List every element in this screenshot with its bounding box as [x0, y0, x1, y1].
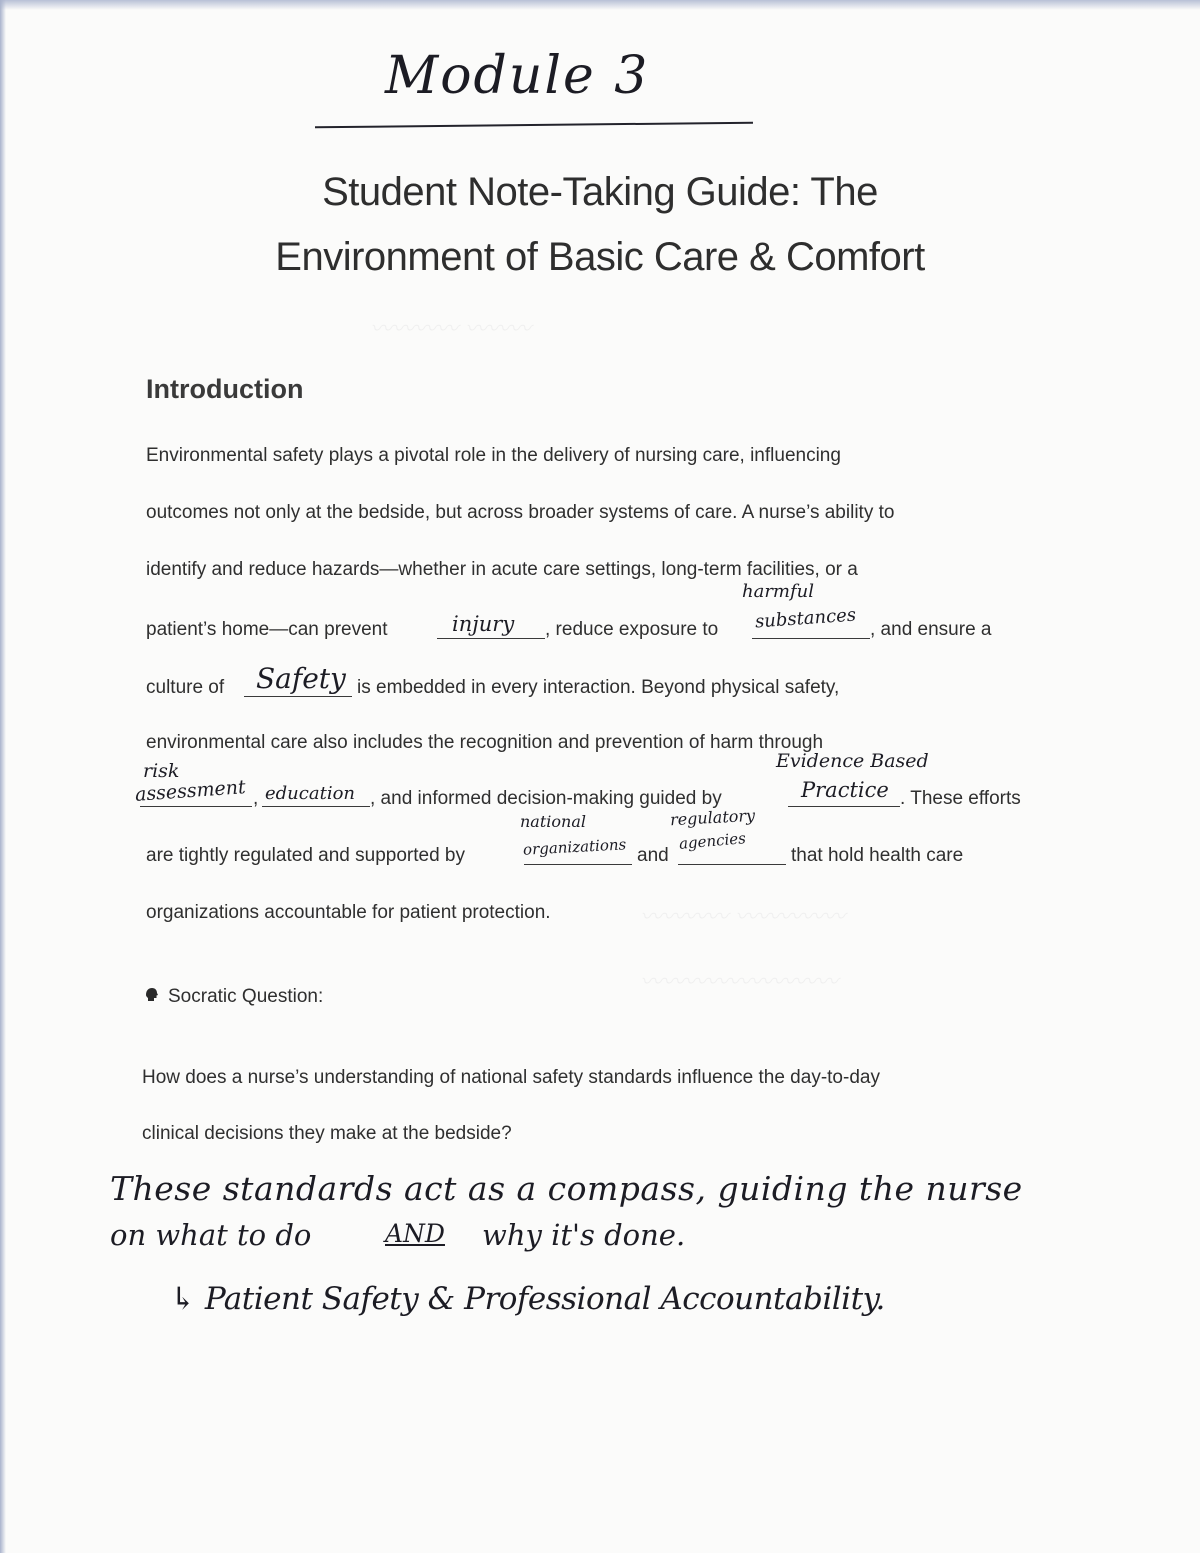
intro-text: , and informed decision-making guided by: [370, 788, 722, 809]
socratic-label: Socratic Question:: [168, 986, 324, 1007]
answer-risk: risk: [143, 760, 180, 782]
answer-harmful: harmful: [742, 581, 815, 602]
bleed-through-mark: 〰〰〰〰〰〰〰〰〰: [640, 970, 839, 995]
bleed-through-mark: 〰〰〰〰 〰〰〰〰〰: [640, 905, 845, 930]
handwritten-answer-emphasis: AND: [385, 1219, 445, 1248]
intro-line: organizations accountable for patient protection.: [146, 902, 551, 923]
blank-injury: [437, 638, 545, 639]
answer-injury: injury: [452, 612, 515, 636]
intro-text: that hold health care: [791, 845, 964, 866]
intro-text: patient’s home—can prevent: [146, 619, 388, 640]
answer-national: national: [520, 812, 586, 831]
intro-text: , and ensure a: [870, 619, 992, 640]
blank-organizations: [524, 864, 632, 865]
intro-line: Environmental safety plays a pivotal role in the delivery of nursing care, influencing: [146, 445, 841, 466]
bleed-through-mark: 〰〰〰〰 〰〰〰: [370, 317, 531, 342]
intro-text: ,: [253, 788, 259, 809]
answer-practice: Practice: [801, 778, 889, 802]
answer-assessment: assessment: [134, 776, 247, 806]
intro-line: outcomes not only at the bedside, but across broader systems of care. A nurse’s ability to: [146, 502, 895, 523]
answer-substances: substances: [754, 604, 857, 633]
blank-safety: [244, 696, 352, 697]
scan-left-edge: [0, 0, 6, 1553]
answer-evidence-based: Evidence Based: [776, 750, 929, 772]
scan-top-edge: [0, 0, 1200, 10]
socratic-question-line: clinical decisions they make at the bedside?: [142, 1123, 512, 1144]
intro-text: . These efforts: [900, 788, 1021, 809]
section-heading: Introduction: [146, 374, 304, 404]
blank-education: [262, 806, 370, 807]
intro-line: identify and reduce hazards—whether in acute care settings, long-term facilities, or a: [146, 559, 858, 580]
intro-line: environmental care also includes the recognition and prevention of harm through: [146, 732, 824, 753]
answer-education: education: [265, 783, 355, 804]
answer-agencies: agencies: [678, 829, 747, 853]
handwritten-answer-line: ↳ Patient Safety & Professional Accountability.: [170, 1281, 885, 1317]
answer-regulatory: regulatory: [669, 805, 756, 830]
socratic-question-line: How does a nurse’s understanding of national safety standards influence the day-to-day: [142, 1067, 880, 1088]
handwritten-answer-line: on what to do: [110, 1218, 312, 1252]
blank-substances: [752, 638, 870, 639]
answer-organizations: organizations: [522, 835, 627, 859]
intro-text: are tightly regulated and supported by: [146, 845, 465, 866]
module-heading: Module 3: [385, 46, 650, 106]
answer-safety: Safety: [256, 662, 346, 695]
intro-text: , reduce exposure to: [545, 619, 719, 640]
intro-text: is embedded in every interaction. Beyond physical safety,: [357, 677, 840, 698]
page-title-line-2: Environment of Basic Care & Comfort: [275, 235, 925, 279]
handwritten-answer-line: These standards act as a compass, guiding the nurse: [110, 1169, 1023, 1208]
blank-practice: [788, 806, 900, 807]
blank-assessment: [140, 806, 252, 807]
blank-agencies: [678, 864, 786, 865]
speaking-head-icon: [143, 986, 161, 1004]
intro-text: and: [637, 845, 669, 866]
intro-text: culture of: [146, 677, 225, 698]
module-heading-underline: [315, 122, 753, 129]
page-title-line-1: Student Note-Taking Guide: The: [322, 170, 878, 214]
handwritten-answer-line: why it's done.: [482, 1218, 686, 1252]
